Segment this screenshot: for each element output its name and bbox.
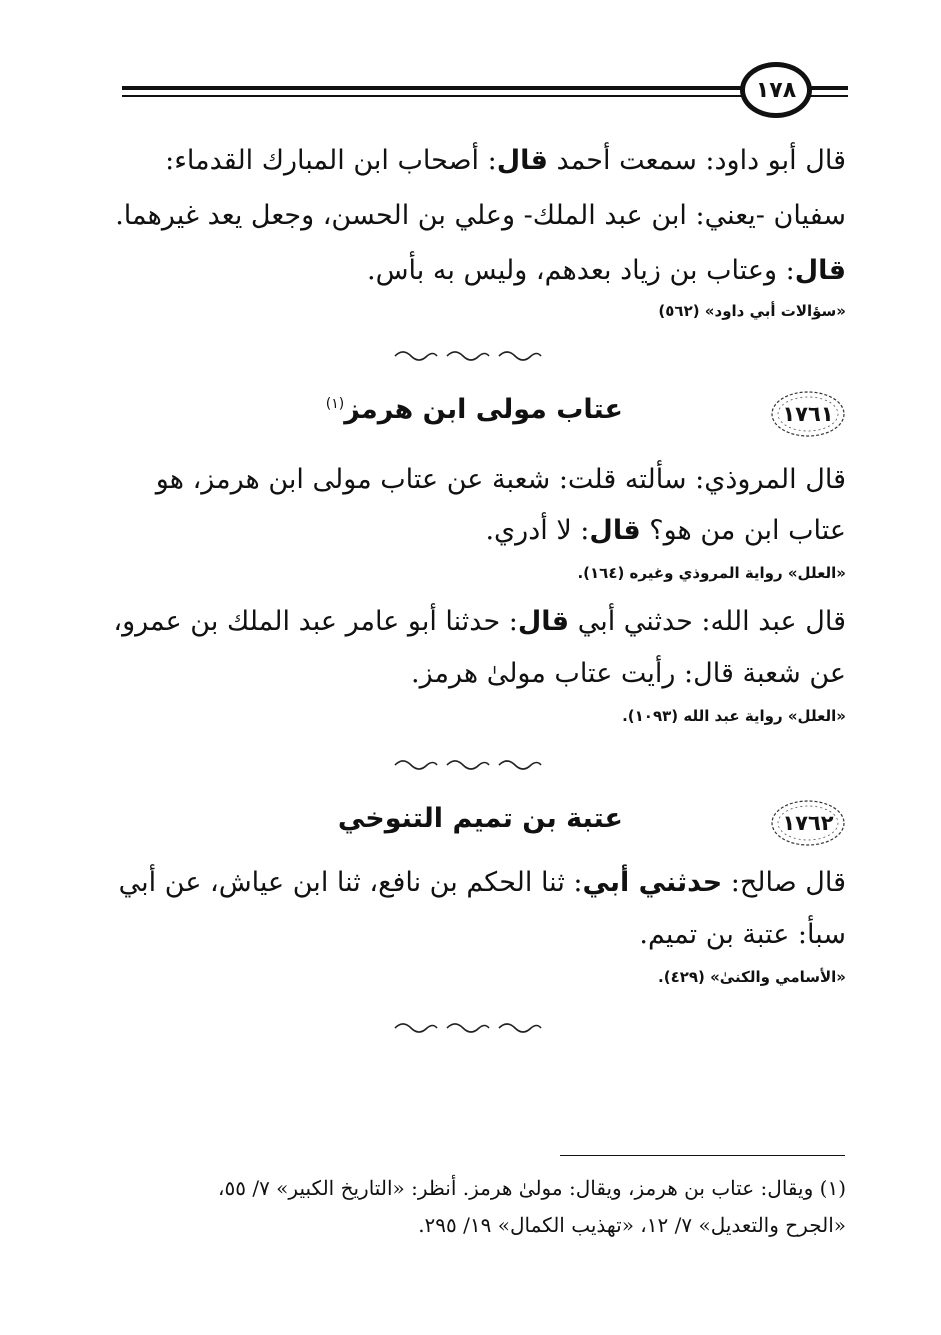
page-number: ١٧٨	[755, 77, 797, 103]
footnote-separator	[560, 1155, 845, 1156]
source-citation: «الأسامي والكنىٰ» (٤٢٩).	[658, 968, 846, 986]
entry-number-badge	[768, 795, 848, 851]
header-rule-thick	[122, 86, 742, 90]
entry-title: عتبة بن تميم التنوخي	[337, 803, 623, 834]
text-line: قال عبد الله: حدثني أبي قال: حدثنا أبو عامر عبد الملك بن عمرو،	[113, 606, 846, 637]
text-line: قال أبو داود: سمعت أحمد قال: أصحاب ابن المبارك القدماء:	[165, 145, 846, 176]
entry-number-badge	[768, 386, 848, 442]
entry-number: ١٧٦١	[782, 402, 834, 426]
entry-title: عتاب مولى ابن هرمز$^{(١)}$	[325, 394, 623, 425]
source-citation: «سؤالات أبي داود» (٥٦٢)	[658, 302, 846, 320]
header-rule-thin	[122, 95, 742, 97]
text-line: سبأ: عتبة بن تميم.	[639, 919, 846, 950]
page-number-badge	[740, 62, 812, 118]
footnote-line: (١) ويقال: عتاب بن هرمز، ويقال: مولىٰ هرمز. أنظر: «التاريخ الكبير» ٧/ ٥٥،	[218, 1176, 846, 1200]
ornament-divider	[380, 1021, 560, 1035]
source-citation: «العلل» رواية عبد الله (١٠٩٣).	[622, 707, 846, 725]
text-line: قال المروذي: سألته قلت: شعبة عن عتاب مولى ابن هرمز، هو	[155, 464, 846, 495]
footnote-ref: (١)	[325, 396, 345, 412]
text-line: قال صالح: حدثني أبي: ثنا الحكم بن نافع، ثنا ابن عياش، عن أبي	[118, 867, 846, 898]
text-line: عن شعبة قال: رأيت عتاب مولىٰ هرمز.	[411, 658, 846, 689]
header-rule-tail	[808, 86, 848, 90]
text-line: قال: وعتاب بن زياد بعدهم، وليس به بأس.	[367, 255, 846, 286]
source-citation: «العلل» رواية المروذي وغيره (١٦٤).	[577, 564, 846, 582]
text-line: عتاب ابن من هو؟ قال: لا أدري.	[485, 515, 846, 546]
ornament-divider	[380, 349, 560, 363]
text-line: سفيان -يعني: ابن عبد الملك- وعلي بن الحسن، وجعل يعد غيرهما.	[115, 200, 846, 231]
ornament-divider	[380, 758, 560, 772]
footnote-line: «الجرح والتعديل» ٧/ ١٢، «تهذيب الكمال» ١٩/ ٢٩٥.	[418, 1213, 846, 1237]
header-rule-tail-thin	[808, 95, 848, 97]
entry-number: ١٧٦٢	[782, 811, 834, 835]
